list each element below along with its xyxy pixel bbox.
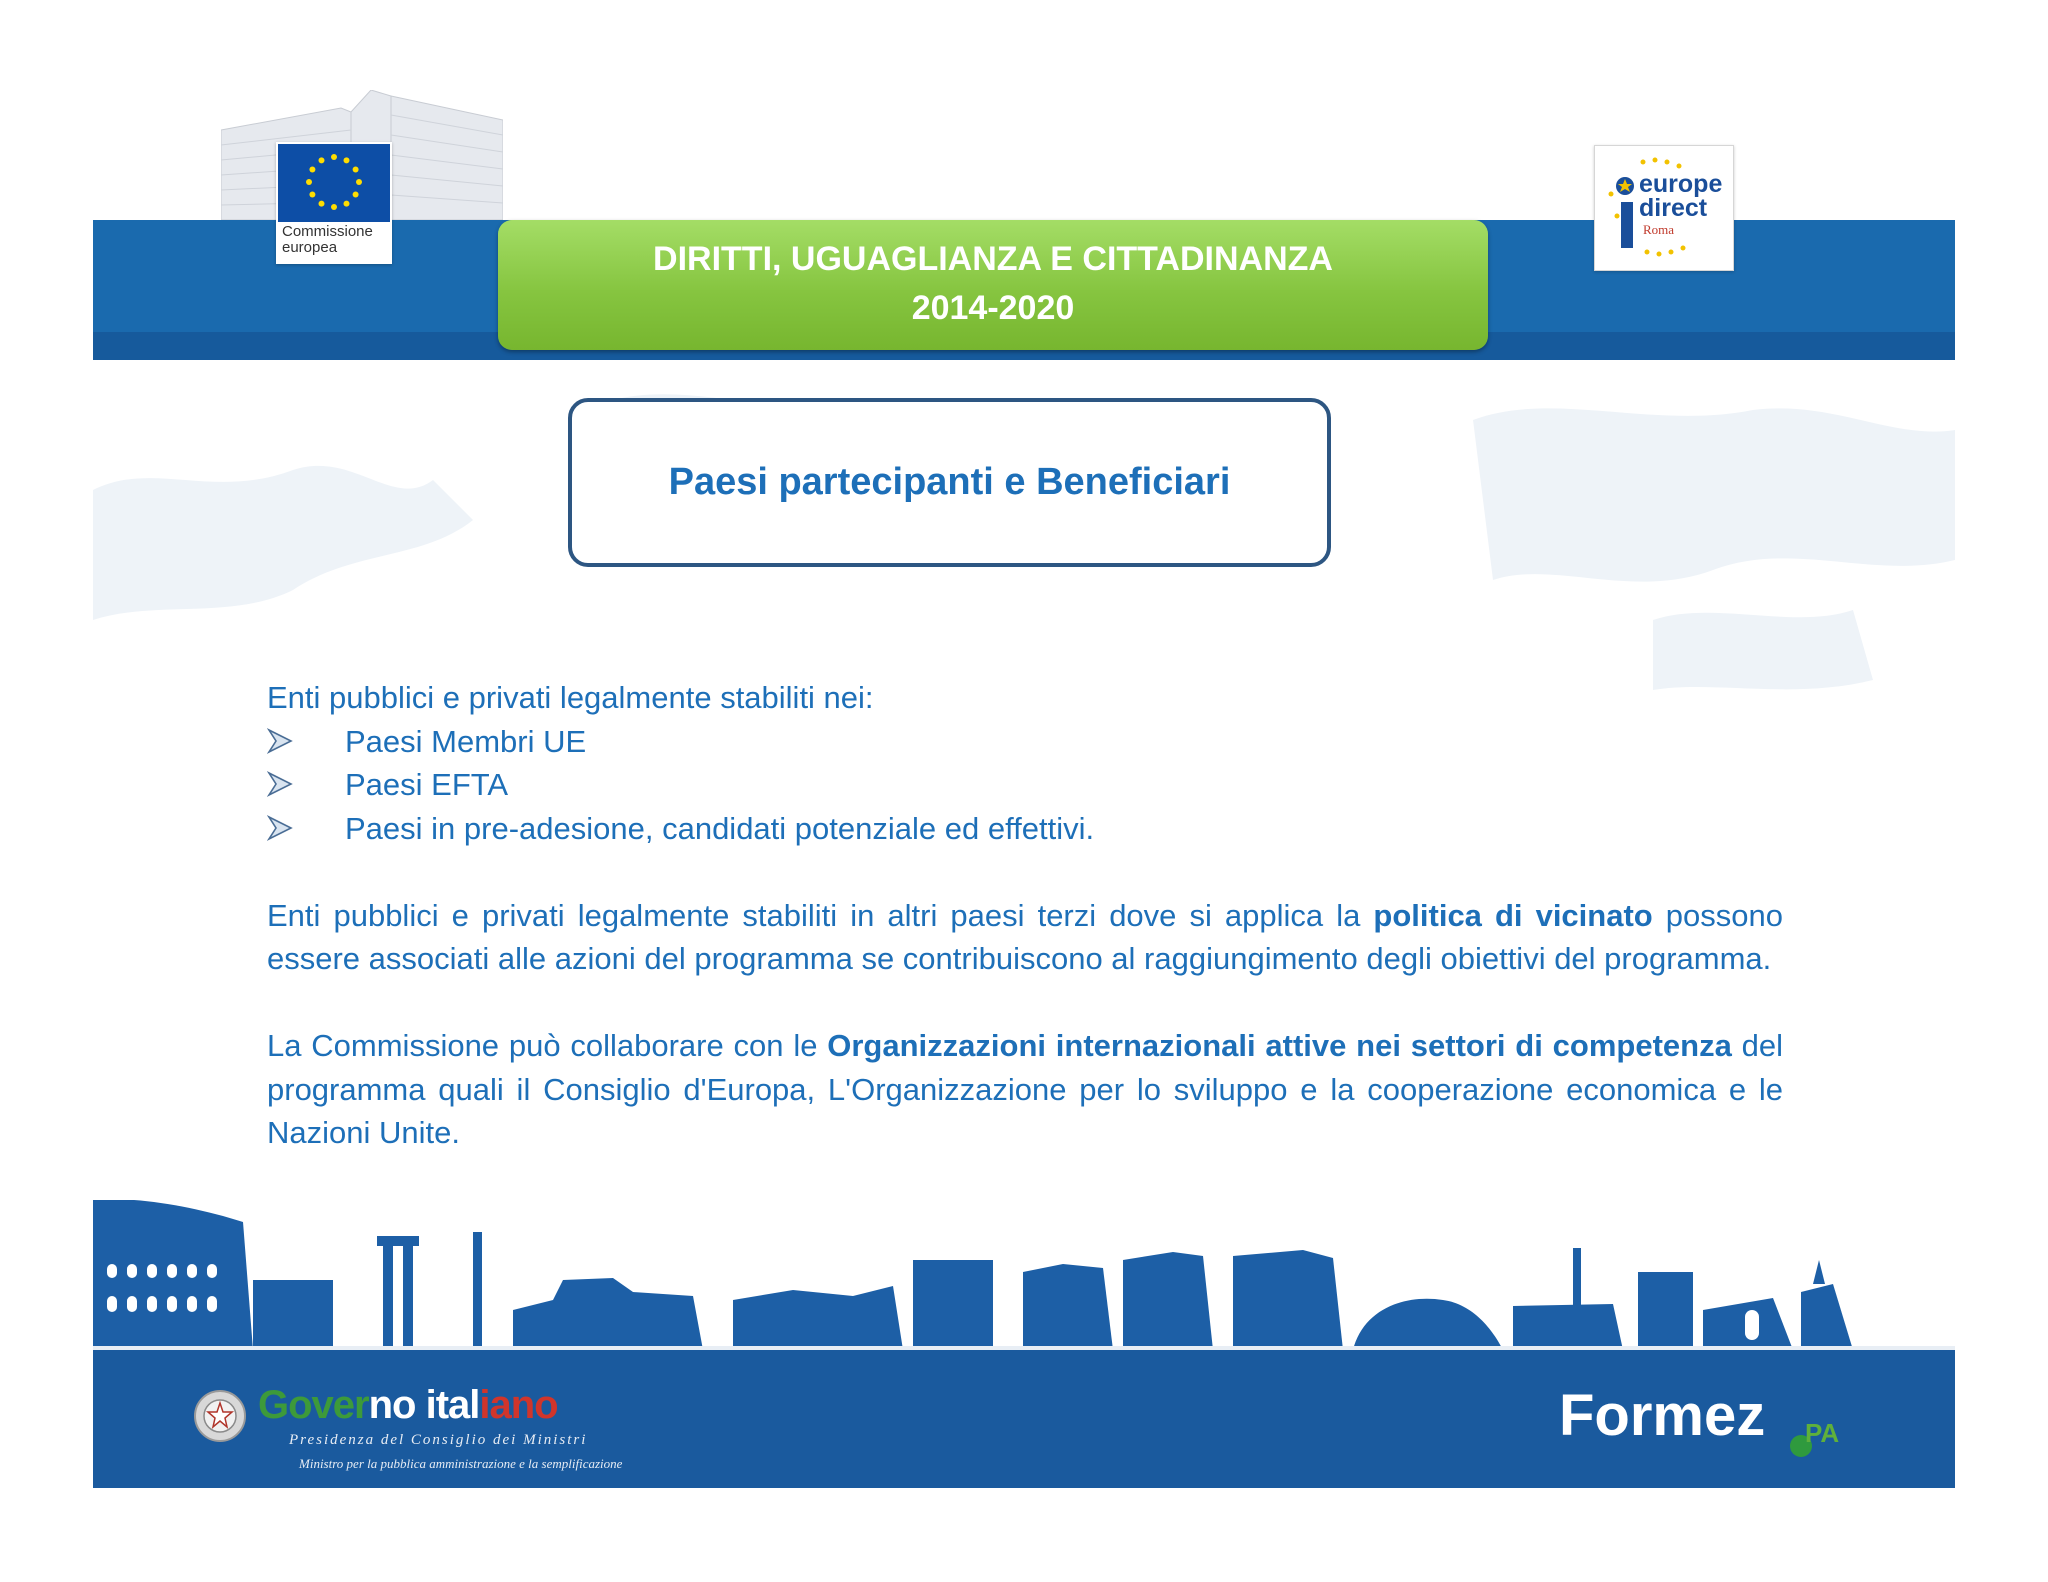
- arrow-bullet-icon: [267, 815, 293, 841]
- ministro-subtitle: Ministro per la pubblica amministrazione e la semplificazione: [299, 1456, 623, 1471]
- arrow-bullet-icon: [267, 771, 293, 797]
- formez-logo-text: Formez: [1559, 1383, 1766, 1448]
- list-item: [267, 720, 1783, 764]
- neighbourhood-paragraph: Enti pubblici e privati legalmente stabiliti in altri paesi terzi dove si applica la politica di vicinato possono essere associati alle azioni del programma se contribuiscono al raggiungimento degli obiettivi del programma.: [267, 897, 1783, 976]
- arrow-bullet-icon: [267, 728, 293, 754]
- italian-republic-emblem-icon: [192, 1388, 248, 1444]
- list-item: [267, 807, 1783, 851]
- highlight-politica-di-vicinato: politica di vicinato: [1373, 897, 1653, 933]
- presidenza-subtitle: Presidenza del Consiglio dei Ministri: [289, 1432, 588, 1448]
- program-title-box: [498, 220, 1488, 350]
- slide-content: [267, 676, 1783, 1155]
- organizations-paragraph: La Commissione può collaborare con le Organizzazioni internazionali attive nei settori di competenza del programma quali il Consiglio d'Europa, L'Organizzazione per lo sviluppo e la cooperazione economica e le Nazioni Unite.: [267, 1028, 1783, 1150]
- bullet-text: Paesi Membri UE: [345, 723, 587, 759]
- europe-direct-city: Roma: [1643, 222, 1675, 237]
- governo-italiano-logo: Governo italiano: [258, 1383, 558, 1427]
- section-title: Paesi partecipanti e Beneficiari: [668, 461, 1231, 503]
- intro-text: Enti pubblici e privati legalmente stabiliti nei:: [267, 680, 874, 715]
- ec-logo-text: Commissione europea: [282, 223, 373, 256]
- europe-direct-word1: europe: [1639, 170, 1723, 198]
- european-commission-logo: [276, 142, 392, 264]
- highlight-organizzazioni: Organizzazioni internazionali attive nei settori di competenza: [827, 1028, 1732, 1063]
- section-title-box: [568, 398, 1331, 567]
- slide: [93, 90, 1955, 1488]
- formez-pa-text: PA: [1805, 1418, 1840, 1448]
- bullet-text: Paesi in pre-adesione, candidati potenziale ed effettivi.: [345, 810, 1095, 846]
- eu-flag-icon: [278, 144, 390, 222]
- list-item: [267, 763, 1783, 807]
- program-years: 2014-2020: [911, 289, 1075, 327]
- europe-direct-logo: [1594, 145, 1734, 271]
- bullet-text: Paesi EFTA: [345, 767, 509, 802]
- europe-direct-word2: direct: [1639, 194, 1708, 222]
- program-title: DIRITTI, UGUAGLIANZA E CITTADINANZA: [653, 240, 1333, 278]
